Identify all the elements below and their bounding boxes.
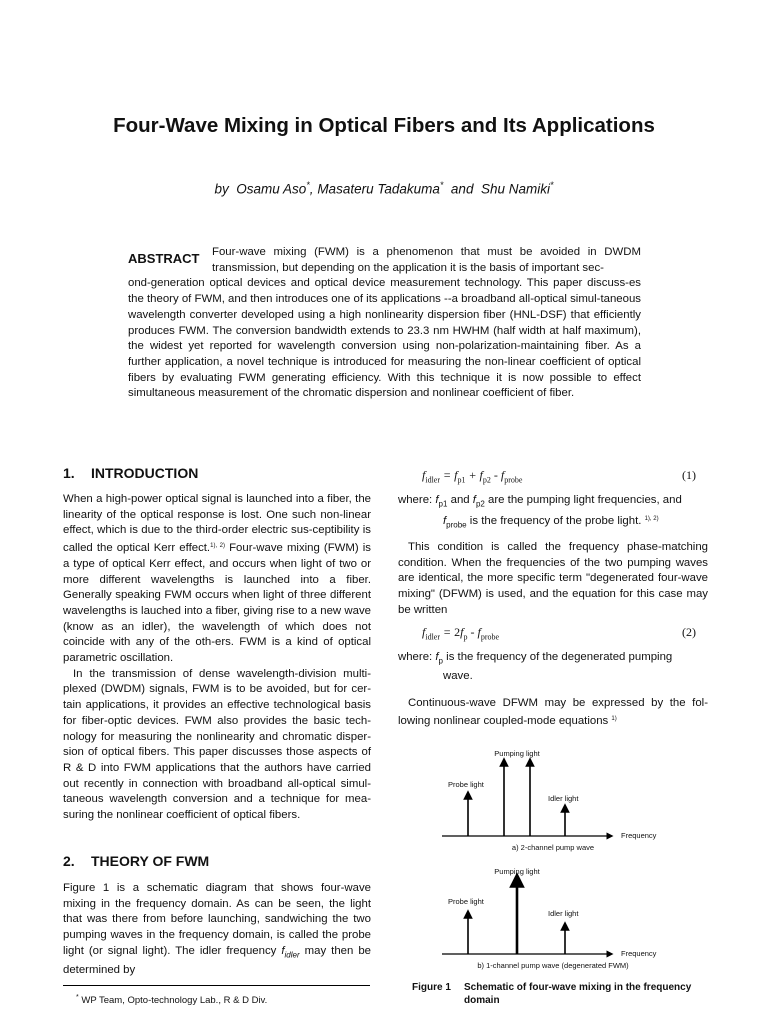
reference-marker: 1), 2) [210, 543, 226, 550]
author-conjunction: and [450, 181, 474, 197]
theory-text [63, 881, 371, 979]
symbol-subscript: p2 [475, 499, 485, 509]
panel-b [442, 867, 657, 970]
abstract-label: ABSTRACT [128, 251, 200, 266]
section-title: INTRODUCTION [91, 465, 199, 481]
author-prefix: by [214, 181, 229, 197]
where-clause-1: where: $f_{p1}$ and $f_{p2}$ are the pumping light frequencies, and $f_{probe}$ is the frequency of the probe light. $^{1), 2)}$ [398, 494, 682, 530]
eq-subscript: p [463, 632, 468, 642]
author-marker: * [550, 180, 554, 190]
idler-label: Idler light [548, 909, 579, 918]
text-run: Four-wave mixing (FWM) is a type of optical Kerr effect, and occurs when light of two or more different wavelengths is launched into a fiber. Generally speaking FWM occurs when light of three different wavelengths is lauched into a fiber, giving rise to a new wave (know as an idler), the wavelength of which does not coincide with any of the oth-ers. FWM is a kind of optical parametric oscillation. [63, 542, 371, 665]
figure-1-schematic [400, 740, 700, 976]
eq-coefficient: 2 [454, 625, 461, 639]
abstract-text: ond-generation optical devices and optical device measurement technology. This paper discuss-es the theory of FWM, and then introduces one of its applications --a broadband all-optical simul-taneous wavelength converter developed using a high nonlinearity dispersion fiber (HNL-DSF) that efficiently produces FWM. The conversion bandwidth extends to 23.3 nm HWHM (half width at half maximum), the widest yet reported for wavelength conversion using non-polarization-maintaining fiber. As a further application, a novel technique is introduced for measuring the non-linear coefficient of optical fibers by evaluating FWM generating efficiency. With this technique it is now possible to effect simultaneous measurement of the chromatic dispersion and nonlinear coefficient of fiber. [128, 277, 641, 400]
probe-label: Probe light [448, 780, 484, 789]
footnote-marker: * [76, 994, 79, 1001]
frequency-label: Frequency [621, 949, 657, 958]
equation-1: $f_{idler} = f_{p1} + f_{p2} - f_{probe}$ [422, 468, 523, 485]
author-name: Shu Namiki [480, 181, 550, 197]
text-run: and [447, 494, 473, 506]
paragraph: In the transmission of dense wavelength-division multi-plexed (DWDM) signals, FWM is to be avoided, but for cer-tain applications, it provides an effective technological basis for fiber-optic devices. FWM also provides the basic tech-nology for measuring the nonlinearity and chromatic disper-sion of optical fibers. This paper discusses those aspects of R & D into FWM applications that the authors have carried out recently in connection with broadband all-optical simul-taneous wavelength conversion and a technique for mea-suring the nonlinear coefficient of optical fibers. [63, 667, 371, 822]
panel-a [442, 749, 657, 852]
figure-label: Figure 1 [412, 982, 451, 993]
section-heading-theory [63, 853, 209, 869]
paragraph: This condition is called the frequency phase-matching condition. When the frequencies of the two pumping waves are identical, the more specific term "degenerated four-wave mixing" (DFWM) is used, and the equation for this case may be written [398, 541, 708, 616]
eq-subscript: idler [425, 632, 441, 642]
author-name: Masateru Tadakuma [317, 181, 440, 197]
phase-matching-paragraph [398, 540, 708, 619]
coupled-mode-paragraph [398, 696, 708, 729]
text-run: may then be determined by [63, 944, 371, 976]
symbol-subscript: p [438, 656, 443, 666]
author-line: by Osamu Aso*, Masateru Tadakuma* and Shu Namiki* [214, 180, 554, 197]
reference-marker: 1) [611, 715, 617, 722]
text-run: wave. [443, 669, 473, 682]
text-run: is the frequency of the probe light. [466, 514, 642, 527]
text-run: When a high-power optical signal is launched into a fiber, the linearity of the optical response is lost. One such non-linear effect, which is due to the third-order electric sus-ceptibility is called the optical Kerr effect. [63, 493, 371, 555]
equation-number: (1) [682, 468, 696, 482]
text-run: where: [398, 494, 433, 506]
eq-subscript: idler [425, 475, 441, 485]
section-number: 1. [63, 465, 75, 481]
eq-subscript: p2 [482, 475, 491, 485]
author-marker: * [306, 180, 310, 190]
text-run: where: [398, 651, 433, 663]
eq-subscript: probe [504, 475, 523, 485]
paragraph [63, 881, 371, 979]
frequency-label: Frequency [621, 831, 657, 840]
eq-subscript: probe [480, 632, 500, 642]
abstract-first-line: Four-wave mixing (FWM) is a phenomenon that must be avoided in DWDM transmission, but depending on the application it is the basis of important sec- [212, 246, 641, 274]
abstract-body [128, 245, 641, 402]
footnote-text: WP Team, Opto-technology Lab., R & D Div. [81, 995, 268, 1007]
footnote-divider [63, 985, 370, 986]
introduction-text [63, 492, 371, 824]
equation-number: (2) [682, 625, 696, 639]
section-number: 2. [63, 853, 75, 869]
text-run: Continuous-wave DFWM may be expressed by the fol-lowing nonlinear coupled-mode equations [398, 697, 708, 727]
section-heading-introduction [63, 465, 198, 481]
author-name: Osamu Aso [236, 181, 307, 197]
paragraph [398, 696, 708, 729]
pump-label: Pumping light [494, 749, 540, 758]
reference-marker: 1), 2) [644, 515, 659, 522]
probe-label: Probe light [448, 897, 484, 906]
text-run: are the pumping light frequencies, and [484, 494, 682, 506]
equation-2: $f_{idler} = 2f_p - f_{probe}$ [422, 625, 500, 642]
paper-title: Four-Wave Mixing in Optical Fibers and Its Applications [113, 114, 655, 137]
where-clause-2: where: $f_p$ is the frequency of the degenerated pumping wave. [398, 650, 708, 685]
symbol-subscript: p1 [438, 499, 448, 509]
paragraph [63, 492, 371, 667]
symbol: f [281, 944, 285, 957]
idler-label: Idler light [548, 794, 579, 803]
text-run: is the frequency of the degenerated pumping [443, 651, 673, 663]
section-title: THEORY OF FWM [91, 853, 210, 869]
pump-label: Pumping light [494, 867, 540, 876]
author-marker: * [439, 180, 444, 190]
symbol-subscript: probe [446, 520, 467, 530]
symbol-subscript: idler [284, 950, 300, 960]
text-run: Figure 1 is a schematic diagram that shows four-wave mixing in the frequency domain. As can be seen, the light that was there from before launching, sandwiching the two pumping waves in the frequency domain, is called the probe light (or signal light). The idler frequency [63, 882, 371, 957]
eq-subscript: p1 [457, 475, 466, 485]
footnote [76, 994, 267, 1006]
panel-caption: b) 1-channel pump wave (degenerated FWM) [477, 961, 629, 970]
figure-caption-text: Schematic of four-wave mixing in the frequency domain [464, 982, 692, 1006]
panel-caption: a) 2-channel pump wave [511, 843, 595, 852]
